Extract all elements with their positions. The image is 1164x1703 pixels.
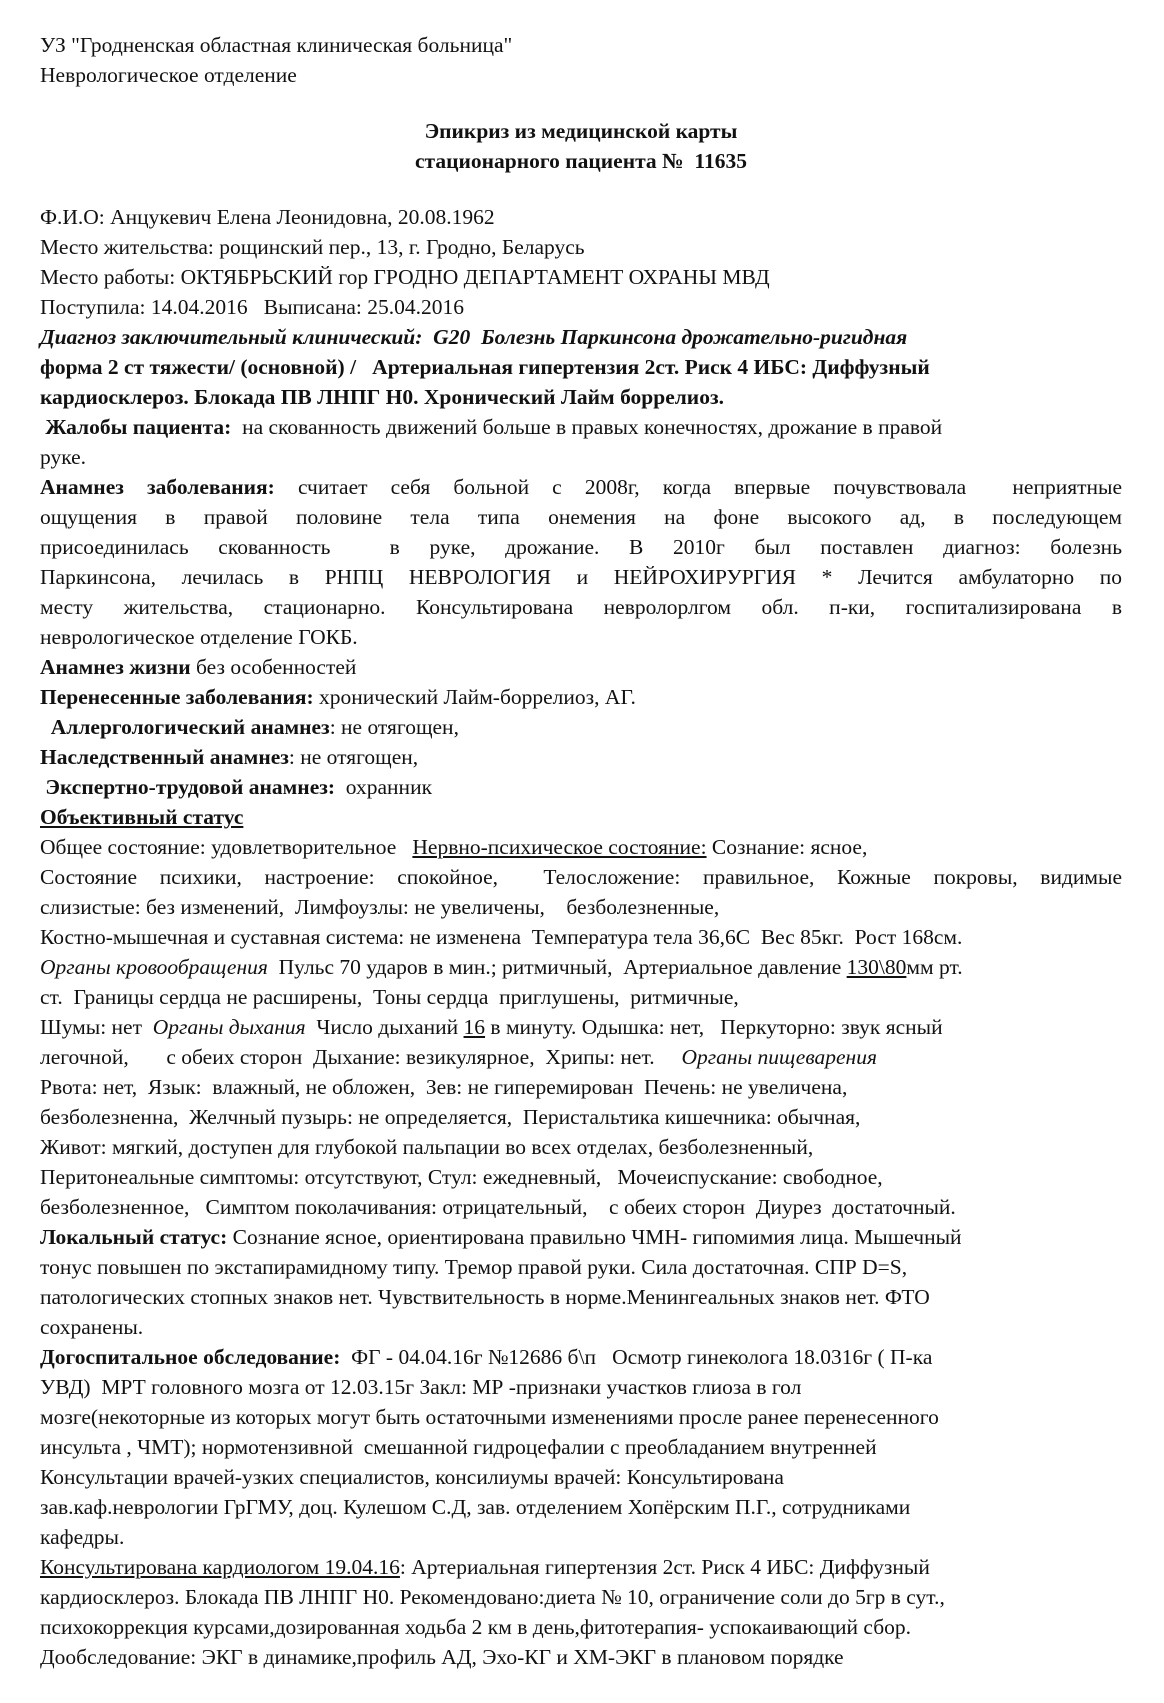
text-line — [40, 982, 1122, 1012]
text-line — [40, 742, 1122, 772]
text-line — [40, 592, 1122, 622]
section-label: Диагноз заключительный клинический: G20 Болезнь Паркинсона дрожательно-ригидная — [40, 325, 908, 349]
section-label: Экспертно-трудовой анамнез: — [40, 775, 336, 799]
text-segment: УВД) МРТ головного мозга от 12.03.15г Закл: МР -признаки участков глиоза в гол — [40, 1375, 802, 1399]
text-segment: : не отягощен, — [329, 715, 459, 739]
text-line — [40, 622, 1122, 652]
text-segment: в минуту. Одышка: нет, Перкуторно: звук ясный — [485, 1015, 943, 1039]
section-label: Догоспитальное обследование: — [40, 1345, 341, 1369]
text-segment: Консультации врачей-узких специалистов, консилиумы врачей: Консультирована — [40, 1465, 784, 1489]
document-title: Эпикриз из медицинской карты — [424, 119, 738, 143]
text-line — [40, 382, 1122, 412]
section-label: Наследственный анамнез — [40, 745, 289, 769]
section-label: форма 2 ст тяжести/ (основной) / Артериальная гипертензия 2ст. Риск 4 ИБС: Диффузный — [40, 355, 930, 379]
text-line — [40, 1372, 1122, 1402]
text-segment: легочной, с обеих сторон Дыхание: везикулярное, Хрипы: нет. — [40, 1045, 682, 1069]
text-segment: сохранены. — [40, 1315, 144, 1339]
text-segment: мм рт. — [906, 955, 963, 979]
text-segment: Поступила: 14.04.2016 Выписана: 25.04.2016 — [40, 295, 465, 319]
text-segment: Органы кровообращения — [40, 955, 268, 979]
text-segment: Консультирована кардиологом 19.04.16 — [40, 1555, 400, 1579]
text-segment: зав.каф.неврологии ГрГМУ, доц. Кулешом С.Д, зав. отделением Хопёрским П.Г., сотрудниками — [40, 1495, 911, 1519]
text-line — [40, 1582, 1122, 1612]
text-line — [40, 832, 1122, 862]
text-segment: : Артериальная гипертензия 2ст. Риск 4 ИБС: Диффузный — [399, 1555, 930, 1579]
text-segment: инсульта , ЧМТ); нормотензивной смешанной гидроцефалии с преобладанием внутренней — [40, 1435, 877, 1459]
text-segment: безболезненна, Желчный пузырь: не определяется, Перистальтика кишечника: обычная, — [40, 1105, 861, 1129]
text-segment: ощущения в правой половине тела типа онемения на фоне высокого ад, в последующем — [40, 505, 1122, 529]
text-line — [40, 472, 1122, 502]
text-line — [40, 232, 1122, 262]
text-segment: патологических стопных знаков нет. Чувствительность в норме.Менингеальных знаков нет. ФТО — [40, 1285, 930, 1309]
text-line — [40, 682, 1122, 712]
text-segment: 16 — [463, 1015, 486, 1039]
section-label: Анамнез жизни — [40, 655, 191, 679]
text-segment: присоединилась скованность в руке, дрожание. В 2010г был поставлен диагноз: болезнь — [40, 535, 1122, 559]
text-line — [40, 562, 1122, 592]
text-segment: Перитонеальные симптомы: отсутствуют, Стул: ежедневный, Мочеиспускание: свободное, — [40, 1165, 883, 1189]
text-line — [40, 1312, 1122, 1342]
text-segment: Место работы: ОКТЯБРЬСКИЙ гор ГРОДНО ДЕПАРТАМЕНТ ОХРАНЫ МВД — [40, 265, 770, 289]
text-line — [40, 652, 1122, 682]
text-line — [40, 712, 1122, 742]
text-segment: Дообследование: ЭКГ в динамике,профиль АД, Эхо-КГ и ХМ-ЭКГ в плановом порядке — [40, 1645, 844, 1669]
document-body — [40, 202, 1122, 1672]
text-segment: Костно-мышечная и суставная система: не изменена Температура тела 36,6С Вес 85кг. Рост 168см. — [40, 925, 963, 949]
text-line — [40, 1132, 1122, 1162]
text-segment: слизистые: без изменений, Лимфоузлы: не увеличены, безболезненные, — [40, 895, 720, 919]
text-segment: Пульс 70 ударов в мин.; ритмичный, Артериальное давление — [267, 955, 847, 979]
text-segment: ст. Границы сердца не расширены, Тоны сердца приглушены, ритмичные, — [40, 985, 739, 1009]
text-line — [40, 202, 1122, 232]
section-label: Локальный статус: — [40, 1225, 228, 1249]
text-segment: Органы пищеварения — [681, 1045, 877, 1069]
text-line — [40, 1462, 1122, 1492]
text-line — [40, 442, 1122, 472]
text-line — [40, 412, 1122, 442]
institution-name: УЗ "Гродненская областная клиническая больница" — [40, 33, 513, 57]
text-line — [40, 1222, 1122, 1252]
text-segment: Нервно-психическое состояние: — [412, 835, 707, 859]
text-segment: охранник — [335, 775, 433, 799]
text-segment: Рвота: нет, Язык: влажный, не обложен, Зев: не гиперемирован Печень: не увеличена, — [40, 1075, 848, 1099]
discharge-summary-document — [40, 30, 1122, 1672]
text-line — [40, 1552, 1122, 1582]
text-line — [40, 1402, 1122, 1432]
text-segment: ФГ - 04.04.16г №12686 б\п Осмотр гинеколога 18.0316г ( П-ка — [340, 1345, 933, 1369]
department-name: Неврологическое отделение — [40, 63, 297, 87]
text-segment: кардиосклероз. Блокада ПВ ЛНПГ Н0. Рекомендовано:диета № 10, ограничение соли до 5гр в сут., — [40, 1585, 945, 1609]
text-line — [40, 772, 1122, 802]
text-line — [40, 1042, 1122, 1072]
text-segment: тонус повышен по экстапирамидному типу. Тремор правой руки. Сила достаточная. СПР D=S, — [40, 1255, 908, 1279]
text-line — [40, 862, 1122, 892]
text-segment: Шумы: нет — [40, 1015, 153, 1039]
text-segment: без особенностей — [190, 655, 357, 679]
text-line — [40, 352, 1122, 382]
text-line — [40, 1012, 1122, 1042]
text-segment: : не отягощен, — [288, 745, 419, 769]
text-segment: Паркинсона, лечилась в РНПЦ НЕВРОЛОГИЯ и НЕЙРОХИРУРГИЯ * Лечится амбулаторно по — [40, 565, 1122, 589]
text-line — [40, 262, 1122, 292]
text-segment: Сознание ясное, ориентирована правильно ЧМН- гипомимия лица. Мышечный — [227, 1225, 962, 1249]
text-segment: на скованность движений больше в правых конечностях, дрожание в правой — [231, 415, 943, 439]
text-line — [40, 1612, 1122, 1642]
section-label: Аллергологический анамнез — [40, 715, 330, 739]
section-label: кардиосклероз. Блокада ПВ ЛНПГ Н0. Хронический Лайм боррелиоз. — [40, 385, 724, 409]
text-segment: Живот: мягкий, доступен для глубокой пальпации во всех отделах, безболезненный, — [40, 1135, 814, 1159]
text-line — [40, 892, 1122, 922]
text-line — [40, 1432, 1122, 1462]
text-segment: Состояние психики, настроение: спокойное, Телосложение: правильное, Кожные покровы, видимые — [40, 865, 1122, 889]
section-label: Перенесенные заболевания: — [40, 685, 314, 709]
text-segment: считает себя больной с 2008г, когда впервые почувствовала неприятные — [274, 475, 1122, 499]
text-segment: месту жительства, стационарно. Консультирована невролорлгом обл. п-ки, госпитализирована в — [40, 595, 1122, 619]
text-line — [40, 1102, 1122, 1132]
text-line — [40, 952, 1122, 982]
text-line — [40, 502, 1122, 532]
text-line — [40, 922, 1122, 952]
document-title-record-number: стационарного пациента № 11635 — [415, 149, 747, 173]
text-line — [40, 1642, 1122, 1672]
text-line — [40, 532, 1122, 562]
text-segment: Сознание: ясное, — [706, 835, 868, 859]
text-line — [40, 322, 1122, 352]
section-label: Объективный статус — [40, 805, 244, 829]
text-segment: руке. — [40, 445, 87, 469]
text-line — [40, 1072, 1122, 1102]
text-segment: мозге(некоторные из которых могут быть остаточными изменениями просле ранее перенесенного — [40, 1405, 939, 1429]
text-segment: Место жительства: рощинский пер., 13, г. Гродно, Беларусь — [40, 235, 585, 259]
text-line — [40, 1492, 1122, 1522]
text-segment: хронический Лайм-боррелиоз, АГ. — [313, 685, 636, 709]
text-segment: психокоррекция курсами,дозированная ходьба 2 км в день,фитотерапия- успокаивающий сбор. — [40, 1615, 912, 1639]
text-segment: неврологическое отделение ГОКБ. — [40, 625, 358, 649]
text-line — [40, 292, 1122, 322]
text-line — [40, 1282, 1122, 1312]
text-line — [40, 1522, 1122, 1552]
text-line — [40, 802, 1122, 832]
text-line — [40, 1342, 1122, 1372]
text-line — [40, 1192, 1122, 1222]
text-segment: Ф.И.О: Анцукевич Елена Леонидовна, 20.08.1962 — [40, 205, 495, 229]
section-label: Анамнез заболевания: — [40, 475, 275, 499]
text-segment: Органы дыхания — [152, 1015, 306, 1039]
text-segment: кафедры. — [40, 1525, 125, 1549]
text-segment: Число дыханий — [305, 1015, 464, 1039]
section-label: Жалобы пациента: — [40, 415, 232, 439]
text-segment: безболезненное, Симптом поколачивания: отрицательный, с обеих сторон Диурез достаточный. — [40, 1195, 956, 1219]
text-segment: Общее состояние: удовлетворительное — [40, 835, 413, 859]
text-segment: 130\80 — [846, 955, 907, 979]
text-line — [40, 1252, 1122, 1282]
text-line — [40, 1162, 1122, 1192]
